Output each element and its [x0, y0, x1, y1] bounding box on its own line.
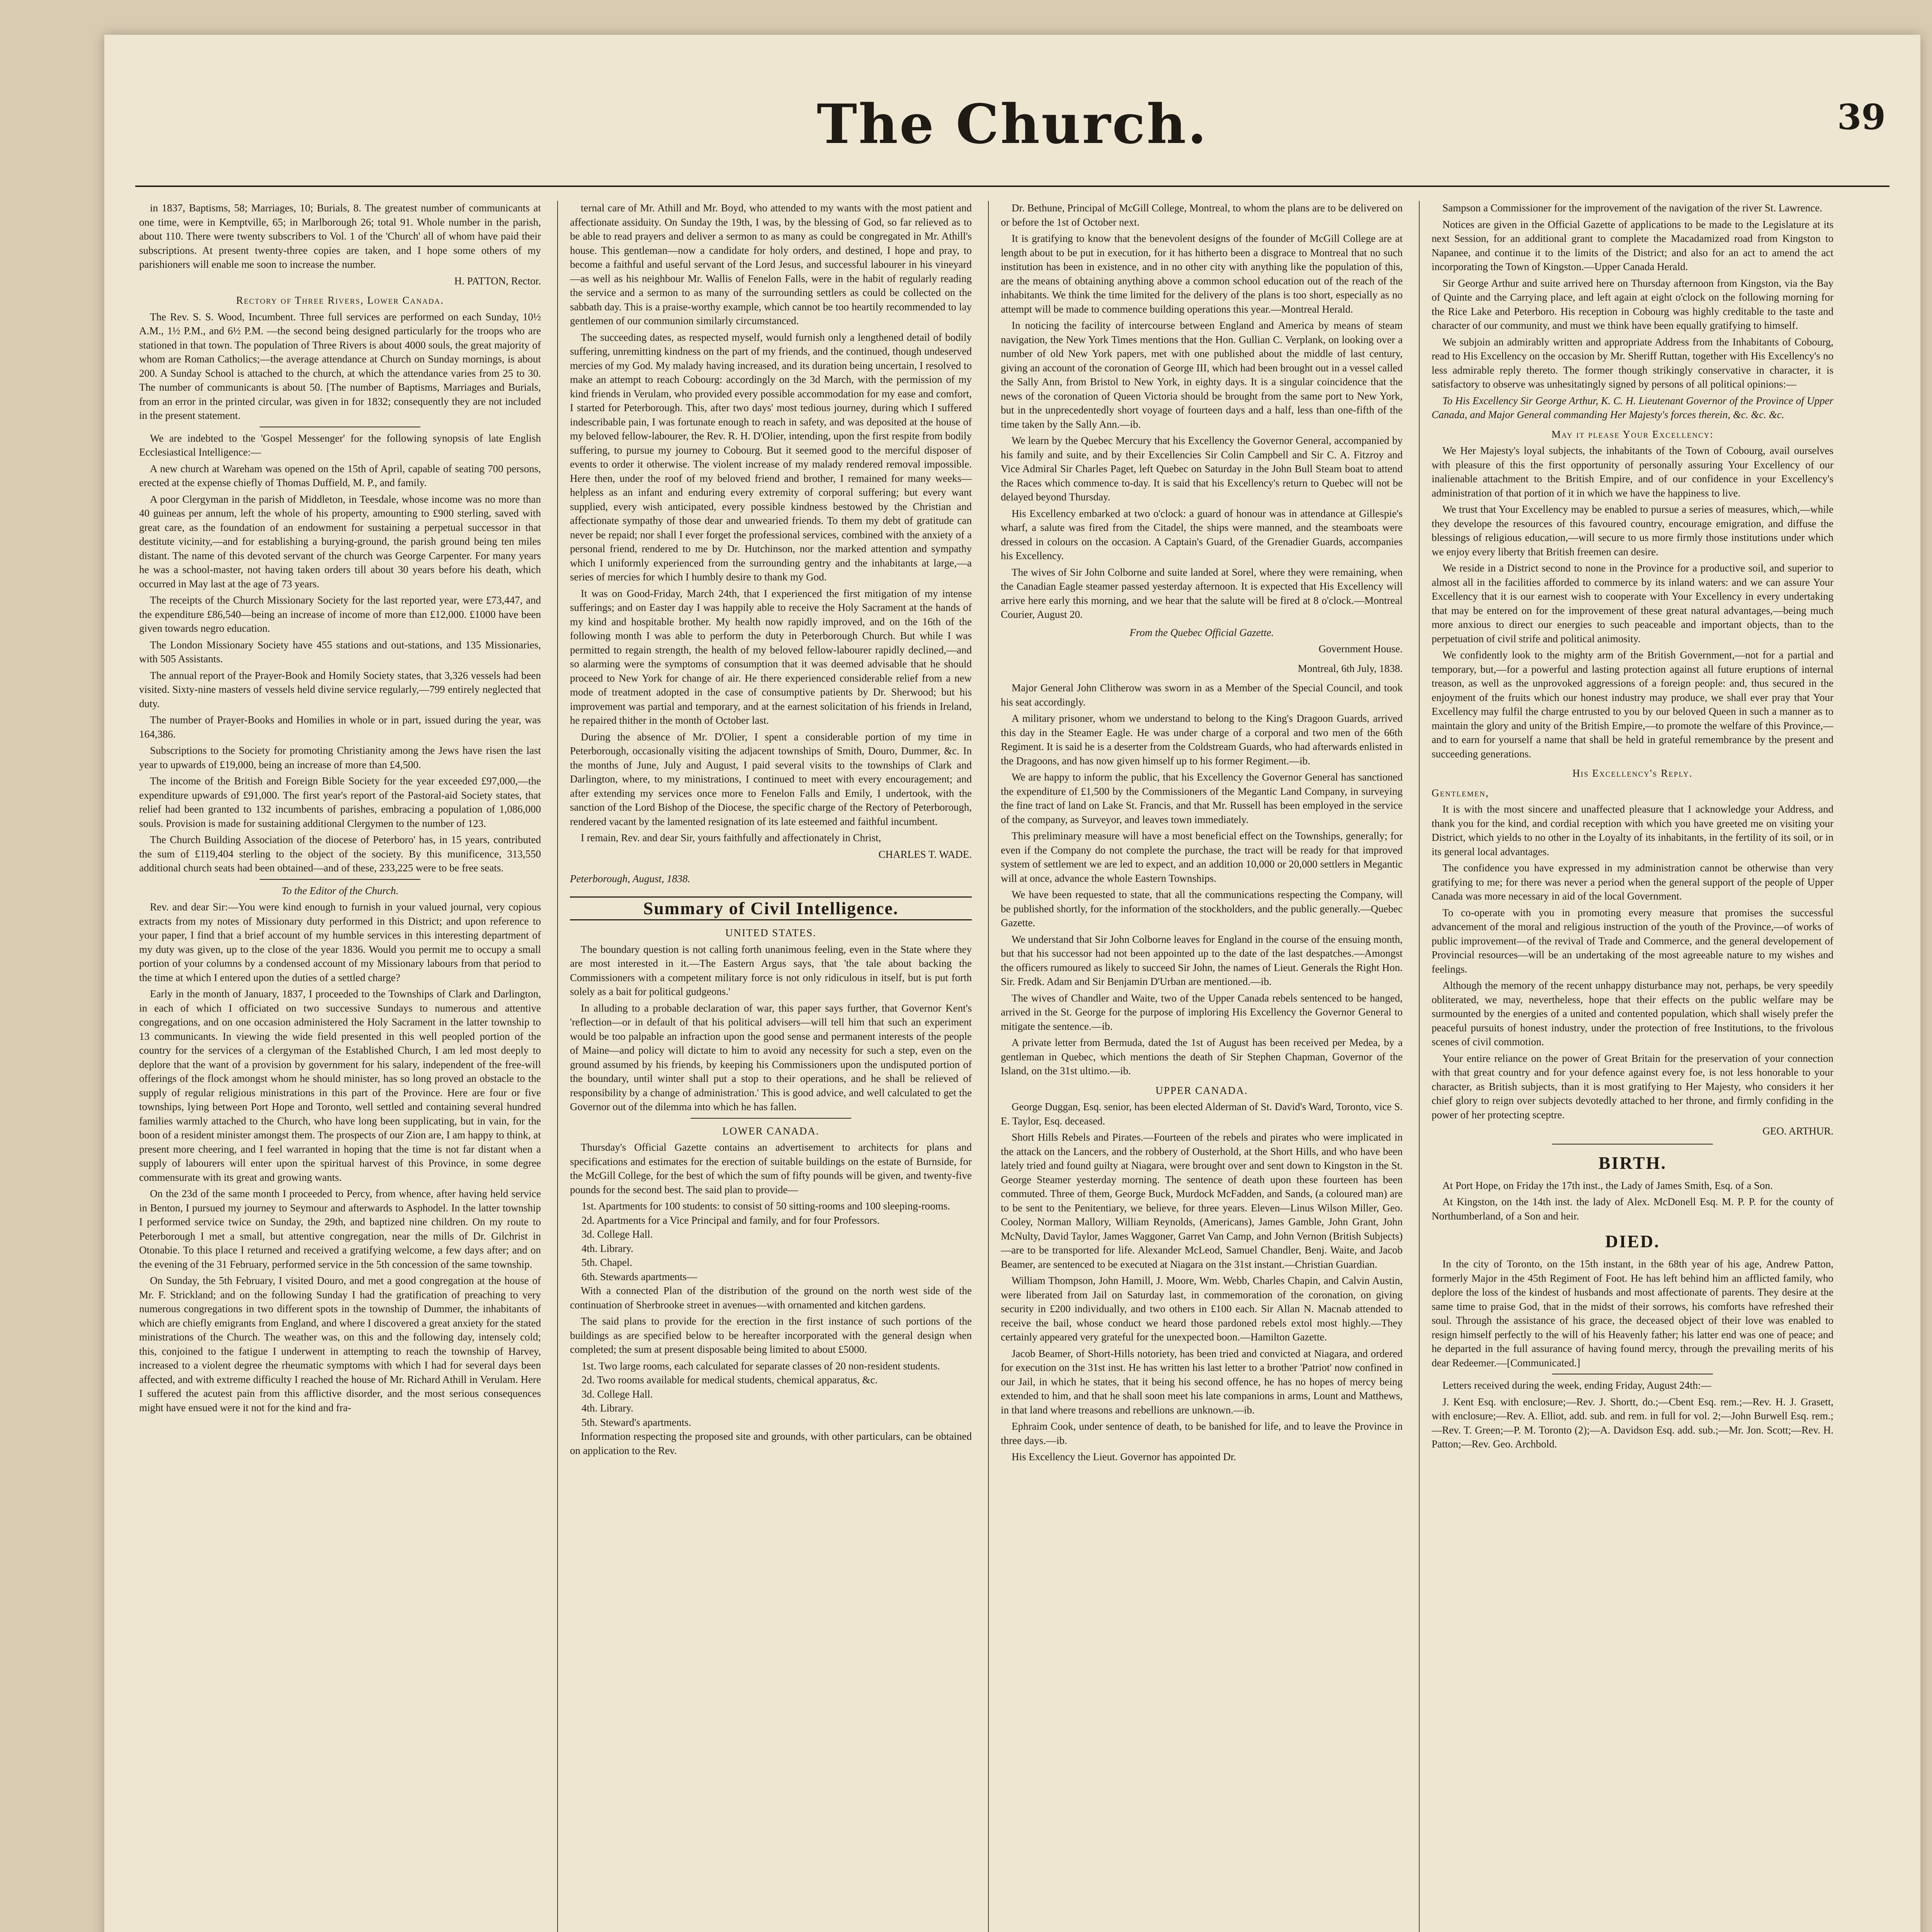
paragraph: The confidence you have expressed in my administration cannot be otherwise than very gratifying to me; for there was never a period when the general support of the people of Upper Canada was more necessary in aid of the local Government. [1432, 862, 1833, 902]
paragraph: With a connected Plan of the distribution of the ground on the north west side of the continuation of Sherbrooke street in avenues—with ornamented and kitchen gardens. [570, 1285, 972, 1311]
paragraph: The said plans to provide for the erection in the first instance of such portions of the buildings as are specified below to be hereafter incorporated with the general design when completed; the sum at present disposable being limited to about £5000. [570, 1315, 972, 1355]
paragraph: We understand that Sir John Colborne leaves for England in the course of the ensuing month, but that his successor had not been appointed up to the date of the last despatches.—Amongst the officers rumoured as likely to succeed Sir John, the names of Lieut. Generals the Right Hon. Sir. Fredk. Adam and Sir Benjamin D'Urban are mentioned.—ib. [1001, 933, 1403, 987]
deaths-heading: DIED. [1605, 1231, 1660, 1251]
paragraph: Although the memory of the recent unhappy disturbance may not, perhaps, be very speedily obliterated, we may, nevertheless, hope that their effects on the public welfare may be surmounted by the energies of a united and contented population, which shall wisely prefer the peaceful pursuits of honest industry, under the protection of free Institutions, to the frivolous scenes of civil commotion. [1432, 980, 1833, 1048]
list-item: 6th. Stewards apartments— [582, 1270, 697, 1282]
paragraph: The Church Building Association of the diocese of Peterboro' has, in 15 years, contributed the sum of £119,404 sterling to the object of the society. By this munificence, 313,550 additional church seats had been obtained—and of these, 233,225 were to be free seats. [139, 834, 541, 874]
death-notice: In the city of Toronto, on the 15th instant, in the 68th year of his age, Andrew Patton, formerly Major in the 45th Regiment of Foot. He has left behind him an afflicted family, who deplore the loss of the kindest of husbands and most affectionate of parents. They desire at the same time to praise God, that in the midst of their sorrows, his comforts have refreshed their soul. Through the assistance of his grace, the deceased object of their love was enabled to resign himself perfectly to the will of his Heavenly father; his latter end was one of peace; and he departed in the full assurance of having found mercy, through the prevailing merits of his dear Redeemer.—[Communicated.] [1432, 1258, 1833, 1369]
paragraph: In alluding to a probable declaration of war, this paper says further, that Governor Kent's 'reflection—or in default of that his political advisers—will tell him that such an experiment would be too palpable an infraction upon the good sense and permanent interests of the people of Maine—and policy will dictate to him to avoid any necessity for such a step, even on the ground assumed by his friends, by keeping his Commissioners upon the undisputed portion of the boundary, until winter shall put a stop to their operations, and he shall be relieved of responsibility by a change of administration.' This is good advice, and well calculated to get the Governor out of the dilemma into which he has fallen. [570, 1002, 972, 1112]
letters-list: J. Kent Esq. with enclosure;—Rev. J. Shortt, do.;—Cbent Esq. rem.;—Rev. H. J. Grasett, with enclosure;—Rev. A. Elliot, add. sub. and rem. in full for vol. 2;—John Burwell Esq. rem.;—Rev. T. Green;—P. M. Toronto (2);—A. Davidson Esq. add. sub.;—Mr. Jon. Scott;—Rev. H. Patton;—Rev. Geo. Archbold. [1432, 1396, 1833, 1450]
paragraph: This preliminary measure will have a most beneficial effect on the Townships, generally; for even if the Company do not complete the purchase, the tract will be ready for that improved system of settlement we are led to expect, and an addition 10,000 or 20,000 settlers in Megantic will at once, advance the whole Eastern Townships. [1001, 830, 1403, 884]
paragraph: We are indebted to the 'Gospel Messenger' for the following synopsis of late English Ecclesiastical Intelligence:— [139, 432, 541, 458]
paragraph: It is gratifying to know that the benevolent designs of the founder of McGill College are at length about to be put in execution, for it has hitherto been a disgrace to Montreal that no such institution has been in existence, and in no other city with anything like the population of this, are the means of obtaining anything above a common school education out of the reach of the inhabitants. We think the time limited for the delivery of the plans is too short, especially as no attempt will be made to commence building operations this year.—Montreal Herald. [1001, 233, 1403, 315]
paragraph: A military prisoner, whom we understand to belong to the King's Dragoon Guards, arrived this day in the Steamer Eagle. He was under charge of a corporal and two men of the 66th Regiment. It is said he is a deserter from the Coldstream Guards, who had afterwards enlisted in the Dragoons, and has now given himself up to his former Regiment.—ib. [1001, 713, 1403, 767]
list-item: 1st. Apartments for 100 students: to consist of 50 sitting-rooms and 100 sleeping-rooms. [582, 1200, 950, 1212]
paragraph: in 1837, Baptisms, 58; Marriages, 10; Burials, 8. The greatest number of communicants at one time, were in Kemptville, 65; in Marlborough 26; total 91. Whole number in the parish, about 110. There were twenty subscribers to Vol. 1 of the 'Church' all of whom have paid their subscriptions. At present twenty-three copies are taken, and I hope some others of my parishioners will enable me soon to increase the number. [139, 202, 541, 270]
list-item: 2d. Two rooms available for medical students, chemical apparatus, &c. [582, 1374, 878, 1386]
paragraph: We Her Majesty's loyal subjects, the inhabitants of the Town of Cobourg, avail ourselves with pleasure of this the first opportunity of personally assuring Your Excellency of our inalienable attachment to the British Empire, and of our confidence in your Excellency's administration of that portion of it in which we have the happiness to live. [1432, 445, 1833, 499]
paragraph: We learn by the Quebec Mercury that his Excellency the Governor General, accompanied by his family and suite, and by their Excellencies Sir Colin Campbell and Sir C. A. Fitzroy and Vice Admiral Sir Charles Paget, left Quebec on Saturday in the John Bull Steam boat to attend the Races which commence to-day. It is said that his Excellency's return to Quebec will not be delayed beyond Thursday. [1001, 435, 1403, 503]
paragraph: Sampson a Commissioner for the improvement of the navigation of the river St. Lawrence. [1442, 202, 1823, 214]
section-heading: UNITED STATES. [725, 927, 816, 939]
column-divider [1419, 201, 1420, 1932]
paragraph: Rev. and dear Sir:—You were kind enough to furnish in your valued journal, very copious extracts from my notes of Missionary duty performed in this District; and upon reference to your paper, I find that a brief account of my humble services in this interesting department of my duty was given, up to the close of the year 1836. Would you permit me to occupy a small portion of your columns by a condensed account of my Missionary labours from that period to the time at which I entered upon the duties of a settled charge? [139, 901, 541, 983]
government-house-heading: Government House. [1318, 643, 1403, 655]
salutation: Gentlemen, [1432, 787, 1489, 799]
government-house-date: Montreal, 6th July, 1838. [1298, 662, 1403, 674]
signature: H. PATTON, Rector. [454, 275, 541, 287]
letters-heading: Letters received during the week, ending Friday, August 24th:— [1442, 1379, 1711, 1391]
paragraph: Information respecting the proposed site and grounds, with other particulars, can be obtained on application to the Rev. [570, 1430, 972, 1456]
paragraph: During the absence of Mr. D'Olier, I spent a considerable portion of my time in Peterborough, occasionally visiting the adjacent townships of Smith, Douro, Dummer, &c. In the months of June, July and August, I paid several visits to the townships of Clark and Darlington, where, to my ministrations, I continued to meet with every encouragement; and after extending my services once more to Fenelon Falls and Emily, I undertook, with the sanction of the Lord Bishop of the Diocese, the specific charge of the Rectory of Peterborough, rendered vacant by the lamented resignation of its late esteemed and faithful incumbent. [570, 731, 972, 827]
paragraph: Short Hills Rebels and Pirates.—Fourteen of the rebels and pirates who were implicated in the attack on the Lancers, and the robbery of Ousterhold, at the Short Hills, and who have been lately tried and found guilty at Niagara, were brought over and sent down to Kingston in the St. George Steamer yesterday morning. The sentence of death upon these fourteen has been commuted. Three of them, George Buck, Murdock McFadden, and Sands, (a coloured man) are to be sent to the Penitentiary, we believe, for three years. Eleven—Linus Wilson Miller, Geo. Cooley, Norman Mallory, William Reynolds, (Americans), James Gamble, John Grant, John McNulty, David Taylor, James Waggoner, Garret Van Camp, and John Vernon (British Subjects)—are to be transported for life. Alexander McLeod, Samuel Chandler, Benj. Waite, and Jacob Beamer, are sentenced to be executed at Niagara on the 31st instant.—Christian Guardian. [1001, 1131, 1403, 1270]
paragraph: The annual report of the Prayer-Book and Homily Society states, that 3,326 vessels had been visited. Sixty-nine masters of vessels held divine service regularly,—799 entirely neglected that duty. [139, 669, 541, 709]
list-item: 5th. Steward's apartments. [582, 1416, 691, 1428]
letter-heading: To the Editor of the Church. [281, 884, 399, 896]
paragraph: Sir George Arthur and suite arrived here on Thursday afternoon from Kingston, via the Bay of Quinte and the Carrying place, and left again at eight o'clock on the following morning for the Rice Lake and Peterboro. His reception in Cobourg was highly creditable to the taste and character of our community, and must we think have been equally gratifying to himself. [1432, 277, 1833, 331]
column-divider [988, 201, 989, 1932]
paragraph: Early in the month of January, 1837, I proceeded to the Townships of Clark and Darlington, in each of which I officiated on two successive Sundays to numerous and attentive congregations, and on one occasion administered the Holy Sacrament in the latter township to 13 communicants. In viewing the wide field presented in this well peopled portion of the country for the services of a clergyman of the Established Church, I am led most deeply to deplore that the want of a provision by government for his salary, independent of the free-will offerings of the flock amongst whom he should minister, has so long proved an obstacle to the supply of regular religious ministrations in this part of the Province. Here are four or five townships, lying between Port Hope and Toronto, well settled and containing several hundred families warmly attached to the Church, who have long been supplicating, but in vain, for the boon of a resident minister amongst them. The prospects of our Zion are, I am happy to think, at present more cheering, and I feel warranted in hoping that the time is not far distant when a supply of labourers will enter upon the spiritual harvest of this Province, in some degree commensurate with its great and growing wants. [139, 988, 541, 1183]
paragraph: We subjoin an admirably written and appropriate Address from the Inhabitants of Cobourg, read to His Excellency on the occasion by Mr. Sheriff Ruttan, together with His Excellency's no less admirable reply thereto. The former though strikingly conservative in character, it is satisfactory to observe was unhesitatingly signed by persons of all political opinions:— [1432, 336, 1833, 390]
paragraph: A poor Clergyman in the parish of Middleton, in Teesdale, whose income was no more than 40 guineas per annum, left the whole of his property, amounting to £900 sterling, saved with great care, as the foundation of an endowment for sustaining a perpetual successor in that destitute vicinity,—and for establishing a burying-ground, the parish ground being ten miles distant. The name of this devoted servant of the church was George Carpenter. For many years he was a school-master, not having taken orders till about 30 years before his death, which occurred in May last at the age of 73 years. [139, 493, 541, 590]
paragraph: Subscriptions to the Society for promoting Christianity among the Jews have risen the last year to upwards of £19,000, being an increase of more than £4,500. [139, 745, 541, 770]
paragraph: His Excellency embarked at two o'clock: a guard of honour was in attendance at Gillespie's wharf, a salute was fired from the Citadel, the ships were manned, and the steamboats were dressed in colours on the occasion. A Captain's Guard, of the Grenadier Guards, accompanies his Excellency. [1001, 507, 1403, 561]
section-heading: LOWER CANADA. [722, 1125, 820, 1137]
birth-notice: At Kingston, on the 14th inst. the lady of Alex. McDonell Esq. M. P. P. for the county of Northumberland, of a Son and heir. [1432, 1196, 1833, 1222]
item-list [570, 1359, 972, 1430]
list-item: 2d. Apartments for a Vice Principal and family, and for four Professors. [582, 1214, 880, 1226]
column-divider [557, 201, 558, 1932]
salutation: May it please Your Excellency: [1551, 428, 1714, 440]
paragraph: Your entire reliance on the power of Great Britain for the preservation of your connection with that great country and for your defence against every foe, is not less honorable to your character, as British subjects, than it is most gratifying to Her Majesty, who considers it her chief glory to reign over subjects devotedly attached to her throne, and firmly confiding in the power of her protecting sceptre. [1432, 1052, 1833, 1121]
paragraph: The receipts of the Church Missionary Society for the last reported year, were £73,447, and the expenditure £86,540—being an increase of income of more than £12,000. £1000 have been given towards negro education. [139, 594, 541, 634]
paragraph: We confidently look to the mighty arm of the British Government,—not for a partial and temporary, but,—for a powerful and lasting protection against all future eruptions of internal treason, as well as the unprovoked aggressions of a foreign people: and, thus secured in the enjoyment of the fruits which our honest industry may produce, we shall ever pray that Your Excellency may fulfil the charge entrusted to you by our beloved Queen in such a manner as to maintain the glory and unity of the British Empire,—to promote the welfare of this Province,—and to earn for yourself a name that shall be held in grateful remembrance by the present and succeeding generations. [1432, 649, 1833, 760]
newspaper-title: The Church. [816, 93, 1208, 156]
paragraph: The London Missionary Society have 455 stations and out-stations, and 135 Missionaries, with 505 Assistants. [139, 639, 541, 665]
paragraph: William Thompson, John Hamill, J. Moore, Wm. Webb, Charles Chapin, and Calvin Austin, were liberated from Jail on Saturday last, in commemoration of the coronation, on giving security in £200 individually, and two others in £100 each. Sir Allan N. Macnab attended to receive the bail, whose conduct we heard those pardoned rebels extol most highly.—They certainly appeared very grateful for the unexpected boon.—Hamilton Gazette. [1001, 1275, 1403, 1343]
signature: GEO. ARTHUR. [1762, 1125, 1833, 1137]
column-4 [1432, 201, 1833, 1932]
paragraph: The number of Prayer-Books and Homilies in whole or in part, issued during the year, was 164,386. [139, 714, 541, 740]
births-heading: BIRTH. [1598, 1153, 1667, 1173]
paragraph: It is with the most sincere and unaffected pleasure that I acknowledge your Address, and thank you for the kind, and cordial reception with which you have greeted me on visiting your District, which yields to no other in the Loyalty of its inhabitants, in the fertility of its soil, or in its general local advantages. [1432, 803, 1833, 857]
paragraph: Dr. Bethune, Principal of McGill College, Montreal, to whom the plans are to be delivered on or before the 1st of October next. [1001, 202, 1403, 228]
list-item: 4th. Library. [582, 1402, 633, 1414]
column-2 [570, 201, 972, 1932]
masthead [104, 93, 1920, 170]
paragraph: The wives of Chandler and Waite, two of the Upper Canada rebels sentenced to be hanged, arrived in the St. George for the purpose of imploring His Excellency the Governor General to mitigate the sentence.—ib. [1001, 992, 1403, 1032]
page-number: 39 [1837, 97, 1886, 138]
section-heading: Rectory of Three Rivers, Lower Canada. [236, 294, 444, 306]
paragraph: The Rev. S. S. Wood, Incumbent. Three full services are performed on each Sunday, 10½ A.M., 1½ P.M., and 6½ P.M. —the second being designed particularly for the troops who are stationed in that town. The population of Three Rivers is about 4000 souls, the great majority of whom are Roman Catholics;—the average attendance at Church on Sunday mornings, is about 200. A Sunday School is attached to the church, at which the attendance varies from 25 to 30. The number of communicants is about 50. [The number of Baptisms, Marriages and Burials, from an error in the printed circular, was given in for 1832; consequently they are not included in the present statement. [139, 311, 541, 421]
list-item: 1st. Two large rooms, each calculated for separate classes of 20 non-resident students. [582, 1360, 940, 1372]
paragraph: George Duggan, Esq. senior, has been elected Alderman of St. David's Ward, Toronto, vice S. E. Taylor, Esq. deceased. [1001, 1101, 1403, 1127]
list-item: 5th. Chapel. [582, 1257, 633, 1268]
section-heading: UPPER CANADA. [1155, 1084, 1248, 1096]
paragraph: His Excellency the Lieut. Governor has appointed Dr. [1012, 1451, 1236, 1463]
paragraph: The succeeding dates, as respected myself, would furnish only a lengthened detail of bodily suffering, unremitting kindness on the part of my friends, and the continued, though undeserved mercies of my God. My malady having increased, and its duration being uncertain, I resolved to make an attempt to reach Cobourg: accordingly on the 3d March, with the permission of my kind friends in Verulam, who provided every possible accommodation for my ease and comfort, I started for Peterborough. This, after two days' most tedious journey, during which I suffered indescribable pain, I was fortunate enough to reach in safety, and was deposited at the house of my beloved fellow-labourer, the Rev. R. H. D'Olier, intending, upon the first respite from bodily suffering, to pursue my journey to Cobourg. But it seemed good to the merciful disposer of events to order it otherwise. The violent increase of my malady rendered removal impossible. Here then, under the roof of my beloved friend and brother, I remained for many weeks—helpless as an infant and enduring every extremity of corporal suffering; but every want supplied, every wish anticipated, every possible kindness bestowed by the Christian and affectionate sympathy of those dear and unwearied friends. To them my debt of gratitude can never be repaid; nor shall I ever forget the professional services, combined with the anxiety of a personal friend, rendered to me by Dr. Hutchinson, nor the marked attention and sympathy which I uniformly experienced from the surrounding gentry and the inhabitants at large,—a series of mercies for which I humbly desire to thank my God. [570, 331, 972, 583]
paragraph: To co-operate with you in promoting every measure that promises the successful advancement of the moral and religious instruction of the youth of the Province,—of works of public improvement—of the revival of Trade and Commerce, and the general developement of Provincial resources—will be an undertaking of the most agreeable nature to my wishes and feelings. [1432, 906, 1833, 975]
paragraph: We are happy to inform the public, that his Excellency the Governor General has sanctioned the expenditure of £1,500 by the Commissioners of the Megantic Land Company, in surveying the fine tract of land on Lake St. Francis, and that Mr. Russell has been employed in the service of the company, as Surveyor, and leaves town immediately. [1001, 771, 1403, 825]
paragraph: The boundary question is not calling forth unanimous feeling, even in the State where they are most interested in it.—The Eastern Argus says, that 'the tale about backing the Commissioners with a competent military force is not only ridiculous in itself, but is put forth solely as a bait for political gudgeons.' [570, 943, 972, 997]
paragraph: Thursday's Official Gazette contains an advertisement to architects for plans and specifications and estimates for the erection of suitable buildings on the estate of Burnside, for the McGill College, for the best of which the sum of fifty pounds will be given, and twenty-five pounds for the second best. The said plan to provide— [570, 1141, 972, 1196]
paragraph: On the 23d of the same month I proceeded to Percy, from whence, after having held service in Benton, I pursued my journey to Seymour and afterwards to Asphodel. In the latter township I performed service twice on Sunday, the 29th, and baptized nine children. On my route to Peterborough I met a small, but attentive congregation, near the mills of Dr. Gilchrist in Otonabie. To this place I returned and received a gratifying welcome, a few days after; and on the evening of the 31 February, performed service in the 5th concession of the same township. [139, 1188, 541, 1270]
list-item: 4th. Library. [582, 1242, 633, 1254]
paragraph: I remain, Rev. and dear Sir, yours faithfully and affectionately in Christ, [581, 832, 881, 844]
paragraph: We trust that Your Excellency may be enabled to pursue a series of measures, which,—while they develope the resources of this favoured country, encourage emigration, and diffuse the blessings of religious education,—will secure to us more firmly those institutions under which we enjoy every liberty that British freemen can desire. [1432, 503, 1833, 558]
list-item: 3d. College Hall. [582, 1228, 653, 1240]
paragraph: ternal care of Mr. Athill and Mr. Boyd, who attended to my wants with the most patient and affectionate assiduity. On Sunday the 19th, I was, by the blessing of God, so far relieved as to be able to read prayers and deliver a sermon to as many as could be congregated in Mr. Athill's house. This gentleman—now a candidate for holy orders, and destined, I hope and pray, to become a faithful and useful servant of the Lord Jesus, and successful labourer in his vineyard—as well as his neighbour Mr. Wallis of Fenelon Falls, were in the habit of regularly reading the service and a sermon to as many of the surrounding settlers as could be collected on the sabbath day. This is a praise-worthy example, which cannot be too heartily recommended to lay gentlemen of our communion similarly circumstanced. [570, 202, 972, 327]
paragraph: In noticing the facility of intercourse between England and America by means of steam navigation, the New York Times mentions that the Hon. Gullian C. Verplank, on looking over a number of old New York papers, met with one published about the middle of last century, giving an account of the coronation of George III, which had been brought out in a vessel called the Sally Ann, from Bristol to New York, in eighty days. It is a singular coincidence that the news of the coronation of Queen Victoria should be brought from the same port to New York, but in the unprecedentedly short voyage of fourteen days and a half, less than one-fifth of the time taken by the Sally Ann.—ib. [1001, 320, 1403, 430]
paragraph: The income of the British and Foreign Bible Society for the year exceeded £97,000,—the expenditure upwards of £91,000. The first year's report of the Pastoral-aid Society states, that relief had been granted to 132 incumbents of parishes, embracing a population of 1,086,000 souls. Provision is made for sustaining additional Clergymen to the number of 123. [139, 775, 541, 829]
newspaper-page [104, 35, 1920, 1932]
divider [260, 879, 420, 880]
column-1 [139, 201, 541, 1932]
list-item: 3d. College Hall. [582, 1388, 653, 1400]
paragraph: On Sunday, the 5th February, I visited Douro, and met a good congregation at the house of Mr. F. Strickland; and on the following Sunday I had the gratification of preaching to very numerous congregations in two different spots in the township of Dummer, the inhabitants of which are chiefly emigrants from England, and where I discovered a great anxiety for the stated ministrations of the Church. The weather was, on this and the following day, intensely cold; this, conjoined to the fatigue I underwent in attempting to reach the township of Harvey, increased to a violent degree the rheumatic symptoms with which I had for several days been affected, and with extreme difficulty I reached the house of Mr. Richard Athill in Verulam. Here I suffered the acutest pain from this afflictive disorder, and the most serious consequences might have ensued were it not for the kind and fra- [139, 1275, 541, 1413]
paragraph: We have been requested to state, that all the communications respecting the Company, will be published shortly, for the information of the stockholders, and the public generally.—Quebec Gazette. [1001, 889, 1403, 929]
paragraph: A private letter from Bermuda, dated the 1st of August has been received per Medea, by a gentleman in Quebec, which mentions the death of Sir Stephen Chapman, Governor of the Island, on the 31st ultimo.—ib. [1001, 1037, 1403, 1077]
section-heading: His Excellency's Reply. [1572, 767, 1693, 779]
paragraph: A new church at Wareham was opened on the 15th of April, capable of seating 700 persons, erected at the expense chiefly of Thomas Duffield, M. P., and family. [139, 463, 541, 488]
paragraph: We reside in a District second to none in the Province for a productive soil, and superior to almost all in the facilities afforded to commerce by its inland waters: and we can assure Your Excellency that it is our earnest wish to cooperate with Your Excellency in every undertaking that may be entered on for the improvement of these great natural advantages,—being much more anxious to direct our energies to such peaceable and important objects, than to the perpetuation of civil strife and political animosity. [1432, 562, 1833, 645]
section-banner: Summary of Civil Intelligence. [570, 896, 972, 921]
masthead-rule [135, 185, 1889, 187]
source-heading: From the Quebec Official Gazette. [1129, 626, 1274, 638]
paragraph: It was on Good-Friday, March 24th, that I experienced the first mitigation of my intense sufferings; and on Easter day I was happily able to receive the Holy Sacrament at the hands of my kind and hospitable brother. My health now rapidly improved, and on the 16th of the following month I was able to perform the duty in Peterborough Church. But while I was permitted to regain strength, the health of my beloved fellow-labourer rapidly declined,—and so alarming were the symptoms of consumption that it was deemed advisable that he should proceed to New York for change of air. He there experienced considerable relief from a new mode of treatment adopted in the case of consumptive patients by Dr. Sherwood; but his improvement was partial and temporary, and at the earnest solicitation of his friends in Ireland, he repaired thither in the month of October last. [570, 587, 972, 726]
paragraph: Ephraim Cook, under sentence of death, to be banished for life, and to leave the Province in three days.—ib. [1001, 1420, 1403, 1446]
birth-notice: At Port Hope, on Friday the 17th inst., the Lady of James Smith, Esq. of a Son. [1442, 1179, 1773, 1191]
paragraph: Jacob Beamer, of Short-Hills notoriety, has been tried and convicted at Niagara, and ordered for execution on the 31st inst. He has written his last letter to a brother 'Patriot' now confined in our Jail, in which he states, that it being his second offence, he has no hopes of mercy being extended to him, and that he shall soon meet his late companions in arms, Lount and Matthews, in that land where treasons and rebellions are unknown.—ib. [1001, 1347, 1403, 1416]
divider [690, 1118, 851, 1119]
column-3 [1001, 201, 1403, 1932]
item-list [570, 1199, 972, 1284]
paragraph: Major General John Clitherow was sworn in as a Member of the Special Council, and took his seat accordingly. [1001, 682, 1403, 708]
dateline: Peterborough, August, 1838. [570, 873, 690, 884]
signature: CHARLES T. WADE. [878, 848, 972, 860]
paragraph: Notices are given in the Official Gazette of applications to be made to the Legislature at its next Session, for an additional grant to complete the Macadamized road from Kingston to Napanee, and continue it to the limits of the District; and also for an act to amend the act incorporating the Town of Kingston.—Upper Canada Herald. [1432, 218, 1833, 272]
address-heading: To His Excellency Sir George Arthur, K. C. H. Lieutenant Governor of the Province of Upper Canada, and Major General commanding Her Majesty's forces therein, &c. &c. &c. [1432, 395, 1833, 420]
paragraph: The wives of Sir John Colborne and suite landed at Sorel, where they were remaining, when the Canadian Eagle steamer passed yesterday afternoon. It is expected that His Excellency will arrive here early this morning, and we hear that the salute will be fired at 8 o'clock.—Montreal Courier, August 20. [1001, 566, 1403, 620]
divider [1552, 1144, 1713, 1145]
